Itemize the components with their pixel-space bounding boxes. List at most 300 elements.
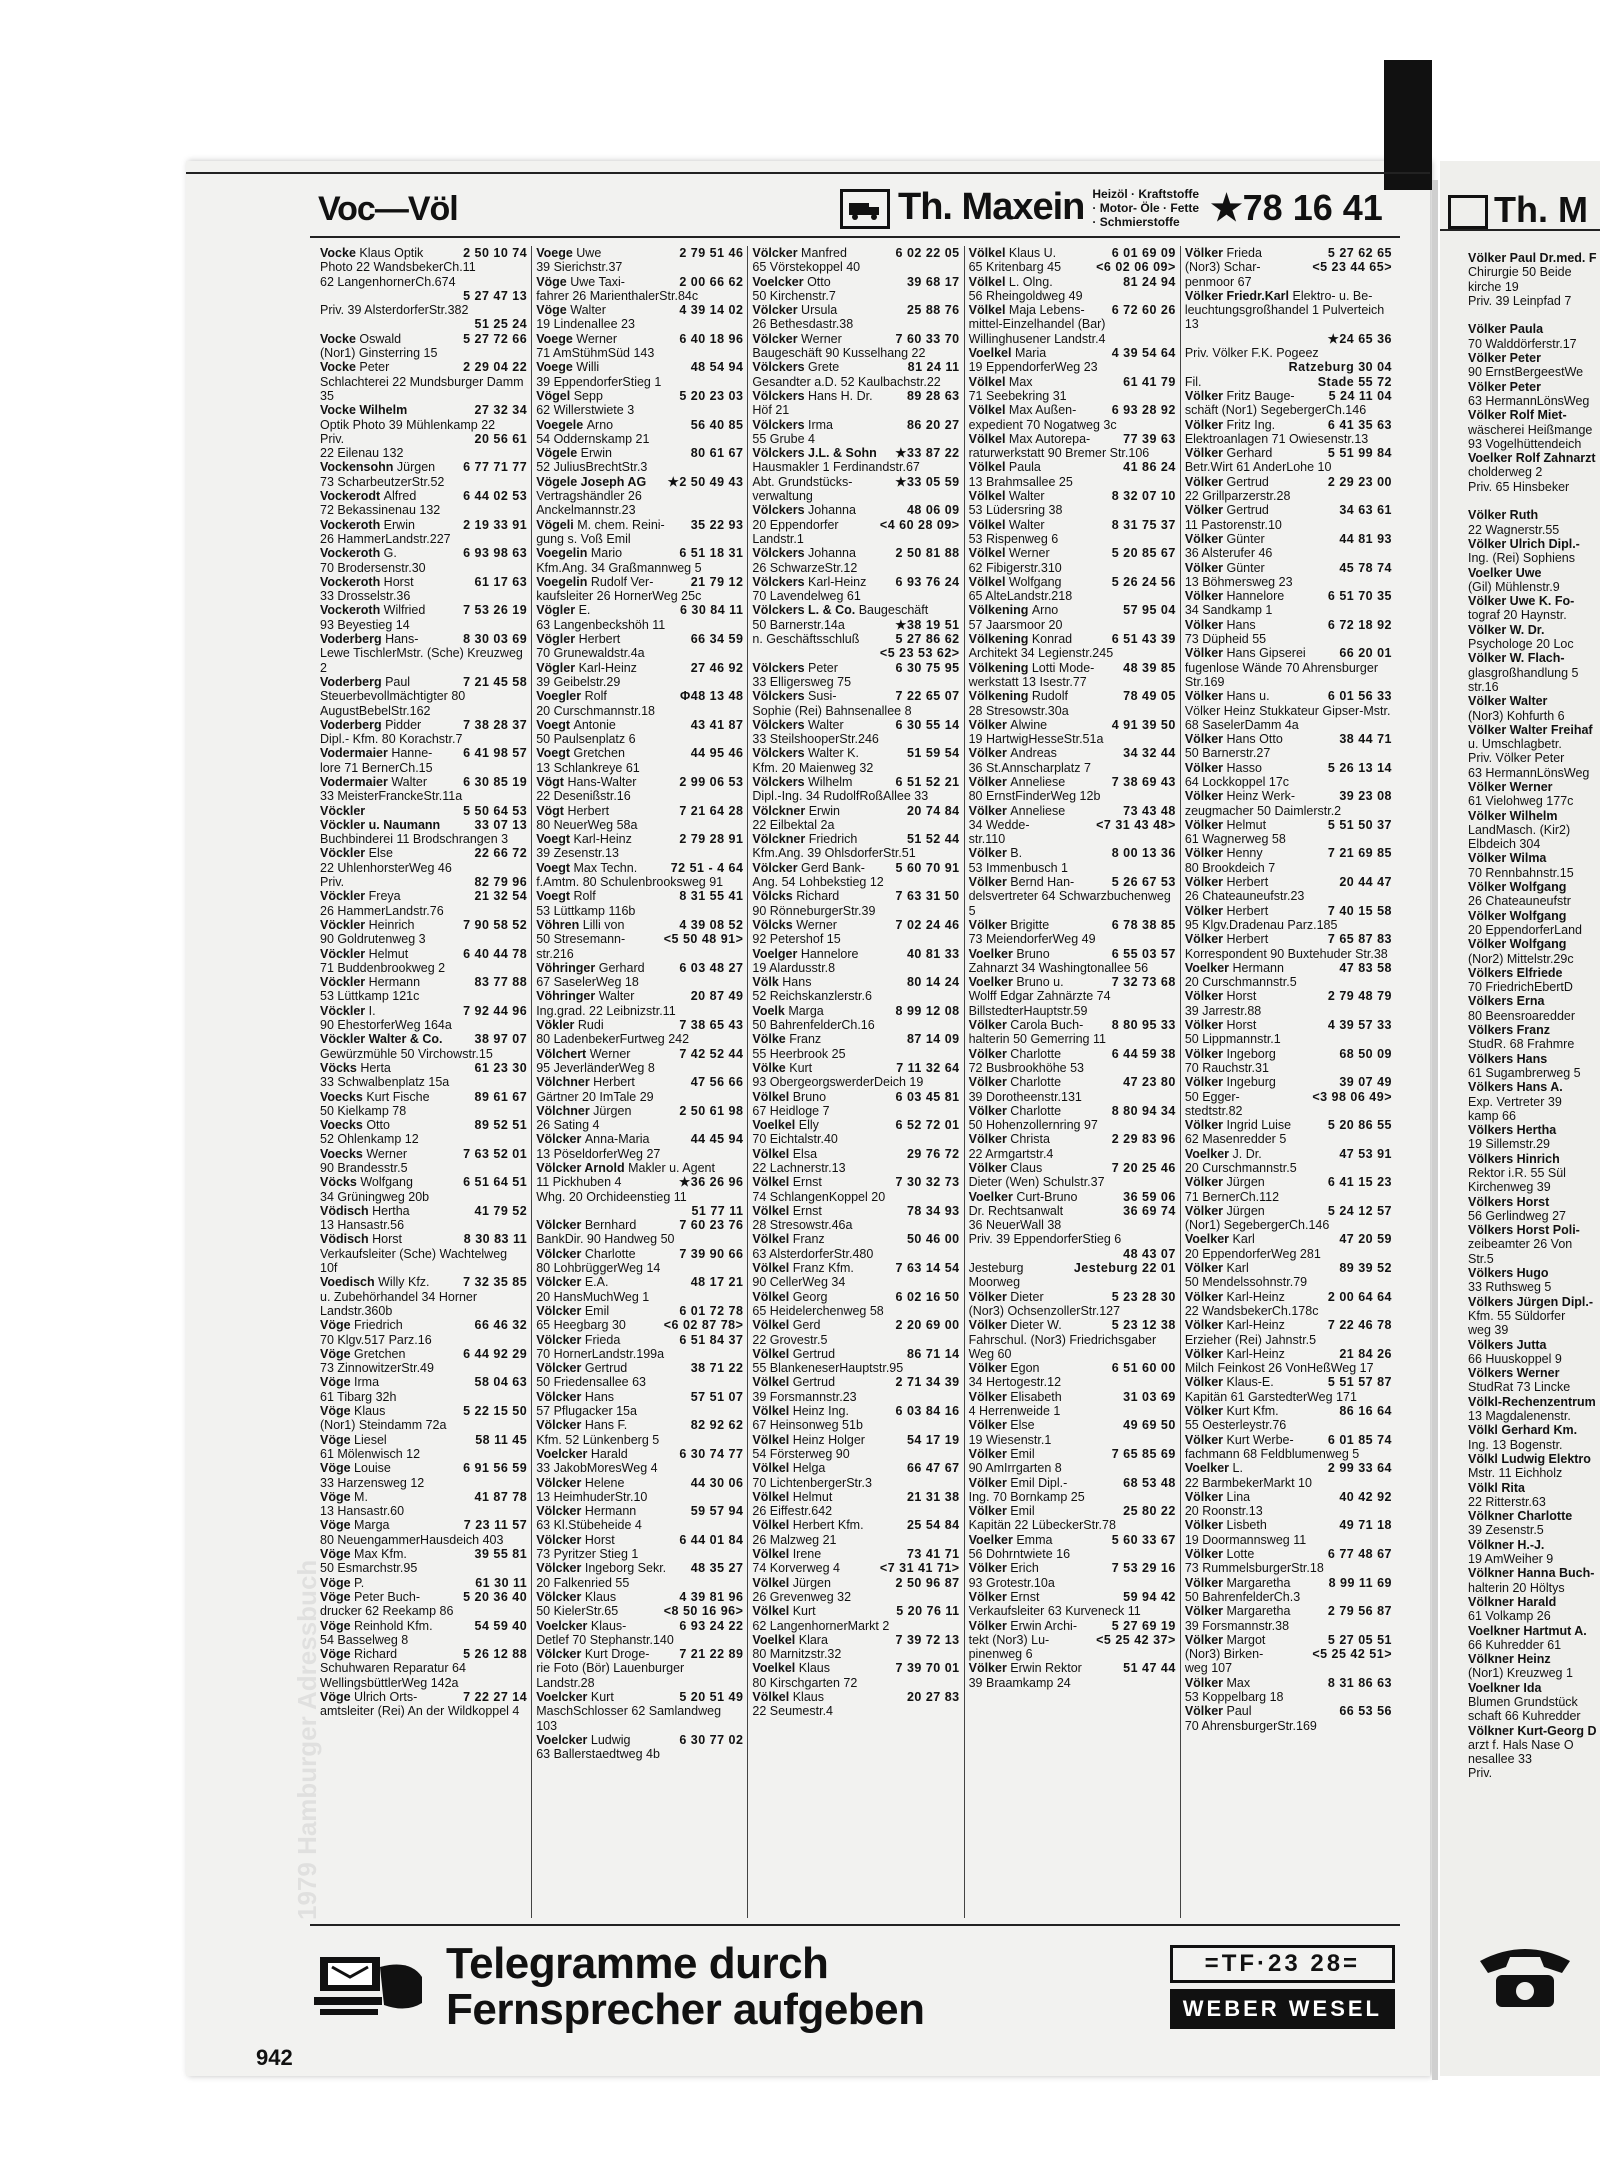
entry-detail: Alwine xyxy=(1010,717,1048,732)
entry-surname: Völker xyxy=(1184,760,1227,775)
entry-name-group xyxy=(969,346,1047,360)
directory-entry xyxy=(969,975,1176,989)
directory-entry xyxy=(752,1204,959,1218)
entry-detail: Abt. Grundstücks- xyxy=(752,474,853,489)
entry-address: fugenlose Wände 70 Ahrensburger Str.169 xyxy=(1184,660,1379,689)
entry-name-group xyxy=(969,718,1048,732)
entry-detail: Horst xyxy=(584,1532,615,1547)
directory-entry xyxy=(969,518,1176,532)
entry-phone: 21 84 26 xyxy=(1339,1346,1393,1361)
directory-entry xyxy=(536,389,743,403)
entry-address: 22 Grillparzerstr.28 xyxy=(1184,489,1291,504)
entry-address: 22 Seumestr.4 xyxy=(752,1704,834,1719)
directory-entry xyxy=(1185,1633,1392,1647)
entry-surname: Völkel xyxy=(752,1518,793,1533)
entry-name-group xyxy=(1185,1232,1255,1246)
entry-detail: Gerd Bank- xyxy=(801,860,865,875)
directory-entry xyxy=(1185,1647,1392,1661)
entry-surname: Vöckler Walter & Co. xyxy=(320,1032,443,1047)
entry-phone: 45 78 74 xyxy=(1339,560,1393,575)
entry-surname: Voegt xyxy=(536,860,574,875)
directory-entry xyxy=(752,1175,959,1189)
entry-name-group xyxy=(969,1104,1061,1118)
entry-detail: Max Techn. xyxy=(573,860,638,875)
entry-address: 61 Wagnerweg 58 xyxy=(1184,832,1286,847)
entry-surname: Voelcker xyxy=(536,1618,591,1633)
directory-column-5 xyxy=(1180,246,1396,1918)
entry-name-group xyxy=(752,503,856,517)
entry-address: Dieter (Wen) Schulstr.37 xyxy=(968,1175,1105,1190)
directory-entry xyxy=(752,1118,959,1132)
entry-name-group xyxy=(969,1633,1050,1647)
entry-detail: Max Autorepa- xyxy=(1008,431,1091,446)
entry-address: 22 WandsbekerCh.178c xyxy=(1184,1303,1319,1318)
entry-phone: 6 93 98 63 xyxy=(463,546,528,561)
entry-surname: Vögt xyxy=(536,803,568,818)
entry-name-group xyxy=(752,1661,830,1675)
entry-phone: 7 60 33 70 xyxy=(895,331,960,346)
directory-entry xyxy=(752,689,959,703)
entry-address: 93 ObergeorgswerderDeich 19 xyxy=(752,1075,924,1090)
entry-name-group xyxy=(969,375,1033,389)
directory-entry xyxy=(969,432,1176,446)
entry-detail: Bernd Han- xyxy=(1010,875,1075,890)
entry-name-group xyxy=(320,1032,443,1046)
directory-entry xyxy=(969,1476,1176,1490)
entry-detail: Paul xyxy=(1226,1704,1252,1719)
entry-detail: Brigitte xyxy=(1010,917,1050,932)
directory-entry xyxy=(752,1232,959,1246)
entry-name-group xyxy=(752,947,858,961)
entry-detail: Carola Buch- xyxy=(1010,1018,1084,1033)
entry-detail: Paul xyxy=(385,674,411,689)
entry-address: 39 Forsmannstr.23 xyxy=(752,1389,857,1404)
entry-phone: 5 26 24 56 xyxy=(1111,574,1176,589)
entry-name-group xyxy=(969,661,1095,675)
entry-detail: Peter xyxy=(359,360,390,375)
entry-address: 26 Eiffestr.642 xyxy=(752,1504,833,1519)
entry-address: 67 Heinsonweg 51b xyxy=(752,1418,863,1433)
entry-phone: 89 52 51 xyxy=(474,1118,528,1133)
entry-surname: Vöhringer xyxy=(536,960,599,975)
entry-phone: 5 20 23 03 xyxy=(679,388,744,403)
entry-name-group xyxy=(752,360,839,374)
entry-detail: Karl-Heinz xyxy=(808,574,867,589)
entry-address: 95 JeverländerWeg 8 xyxy=(536,1060,655,1075)
entry-surname: Völker xyxy=(1184,1489,1227,1504)
entry-surname: Voderberg xyxy=(320,632,386,647)
entry-address: Gewürzmühle 50 Virchowstr.15 xyxy=(320,1046,493,1061)
entry-detail: Werner xyxy=(801,331,842,346)
entry-surname: Völcker xyxy=(536,1418,585,1433)
entry-name-group xyxy=(969,1190,1078,1204)
directory-entry xyxy=(536,632,743,646)
entry-surname: Völchert xyxy=(536,1046,590,1061)
directory-entry xyxy=(320,818,527,832)
entry-detail: Wolfgang xyxy=(360,1175,413,1190)
telex-brand: WEBER WESEL xyxy=(1170,1989,1395,2029)
directory-entry xyxy=(1185,818,1392,832)
entry-phone: 6 51 52 21 xyxy=(895,774,960,789)
entry-address: delsvertreter 64 Schwarzbuchenweg 5 xyxy=(968,889,1171,918)
directory-entry xyxy=(752,861,959,875)
entry-address: 67 Heidloge 7 xyxy=(752,1103,830,1118)
directory-entry xyxy=(752,775,959,789)
entry-detail: Konrad xyxy=(1031,632,1073,647)
adjacent-line: 39 Zesenstr.5 xyxy=(1468,1523,1544,1538)
entry-surname: Voelger xyxy=(752,946,801,961)
entry-detail: Walter xyxy=(391,774,427,789)
entry-name-group xyxy=(752,661,837,675)
adjacent-header-text: Th. M xyxy=(1494,189,1588,230)
entry-address: MaschSchlosser 62 Samlandweg 103 xyxy=(536,1704,722,1733)
directory-entry xyxy=(752,661,959,675)
entry-phone: 57 95 04 xyxy=(1123,603,1176,618)
entry-surname: Völker xyxy=(1184,560,1227,575)
adjacent-line: Völker Wolfgang xyxy=(1468,937,1567,952)
entry-address: 19 EppendorferWeg 23 xyxy=(968,360,1098,375)
entry-detail: Hermann xyxy=(368,975,421,990)
entry-phone: 35 22 93 xyxy=(690,517,744,532)
entry-name-group xyxy=(320,546,397,560)
entry-name-group xyxy=(752,575,866,589)
entry-phone: 39 23 08 xyxy=(1339,789,1393,804)
entry-detail: Bernhard xyxy=(584,1218,637,1233)
entry-address: 26 Sating 4 xyxy=(536,1118,600,1133)
entry-phone: 7 32 73 68 xyxy=(1111,975,1176,990)
entry-name-group xyxy=(536,1690,614,1704)
adjacent-line: 19 AmWeiher 9 xyxy=(1468,1552,1554,1567)
entry-name-group xyxy=(536,1075,635,1089)
entry-surname: Völcker xyxy=(536,1589,585,1604)
entry-surname: Völker xyxy=(1184,789,1227,804)
entry-phone: 47 23 80 xyxy=(1123,1075,1176,1090)
entry-name-group xyxy=(969,1533,1053,1547)
adjacent-line: Völkers Horst xyxy=(1468,1194,1550,1209)
entry-detail: Herbert xyxy=(1226,932,1269,947)
directory-column-4 xyxy=(964,246,1180,1918)
entry-detail: Herbert xyxy=(593,1075,635,1090)
entry-phone: 87 14 09 xyxy=(906,1032,960,1047)
entry-surname: Voelker xyxy=(968,1532,1017,1547)
entry-surname: Völker xyxy=(968,1561,1011,1576)
entry-surname: Völker xyxy=(1184,1175,1227,1190)
directory-entry xyxy=(320,632,527,646)
adjacent-line: str.16 xyxy=(1468,679,1499,694)
entry-detail: Christa xyxy=(1010,1132,1050,1147)
entry-phone: 2 00 66 62 xyxy=(679,274,744,289)
entry-phone: <8 50 16 96> xyxy=(663,1604,744,1619)
entry-surname: Völker xyxy=(968,875,1011,890)
entry-detail: Horst xyxy=(372,1232,402,1247)
entry-detail: Helmut xyxy=(368,946,409,961)
entry-surname: Völckner xyxy=(752,832,809,847)
entry-name-group xyxy=(320,460,435,474)
entry-name-group xyxy=(536,1619,626,1633)
entry-address: gung s. Voß Emil xyxy=(536,531,631,546)
directory-entry xyxy=(752,418,959,432)
entry-detail: Hans u. xyxy=(1226,689,1270,704)
entry-surname: Völcker xyxy=(536,1389,585,1404)
page-gutter xyxy=(1432,180,1438,2080)
directory-entry xyxy=(536,932,743,946)
entry-surname: Voderberg xyxy=(320,717,386,732)
entry-surname: Völckers xyxy=(752,774,808,789)
directory-entry xyxy=(1185,246,1392,260)
entry-surname: Völker xyxy=(1184,875,1227,890)
directory-entry xyxy=(320,918,527,932)
entry-phone: 68 50 09 xyxy=(1339,1046,1393,1061)
entry-detail: Erwin xyxy=(383,517,415,532)
entry-name-group xyxy=(1185,375,1202,389)
directory-entry xyxy=(969,575,1176,589)
entry-name-group xyxy=(752,518,838,532)
entry-surname: Völckers xyxy=(752,503,808,518)
entry-phone: 6 72 18 92 xyxy=(1327,617,1393,632)
entry-phone: 81 24 11 xyxy=(907,360,960,375)
entry-address: 39 Dorotheenstr.131 xyxy=(968,1089,1082,1104)
entry-address: Zahnarzt 34 Washingtonallee 56 xyxy=(968,960,1149,975)
entry-detail: Liesel xyxy=(354,1432,387,1447)
entry-detail: Hans xyxy=(1226,617,1256,632)
entry-address: Elektroanlagen 71 Owiesenstr.13 xyxy=(1184,431,1369,446)
directory-entry xyxy=(320,246,527,260)
directory-entry xyxy=(536,1447,743,1461)
entry-name-group xyxy=(1185,1375,1274,1389)
entry-detail: Elektro- u. Be- xyxy=(1292,288,1373,303)
adjacent-line: 63 HermannLönsWeg xyxy=(1468,393,1590,408)
entry-name-group xyxy=(320,804,365,818)
entry-detail: Walter xyxy=(808,717,844,732)
entry-phone: 33 07 13 xyxy=(474,817,528,832)
entry-detail: Karl xyxy=(1232,1232,1255,1247)
entry-detail: Priv. 39 EppendorferStieg 6 xyxy=(968,1232,1122,1247)
entry-detail: Rolf xyxy=(573,889,596,904)
entry-phone: 89 28 63 xyxy=(906,388,960,403)
entry-phone: 6 77 48 67 xyxy=(1327,1547,1393,1562)
entry-surname: Völker xyxy=(1184,246,1227,260)
entry-phone: <7 31 43 48> xyxy=(1096,817,1176,832)
entry-phone: 7 38 28 37 xyxy=(463,717,528,732)
entry-phone: 36 69 74 xyxy=(1123,1203,1176,1218)
entry-phone: 4 91 39 50 xyxy=(1111,717,1176,732)
entry-detail: Louise xyxy=(354,1461,391,1476)
adjacent-line xyxy=(1468,308,1600,322)
entry-phone: 6 44 59 38 xyxy=(1111,1046,1176,1061)
entry-name-group xyxy=(969,746,1057,760)
entry-address: 53 Immenbusch 1 xyxy=(968,860,1068,875)
entry-surname: Vöge xyxy=(320,1518,355,1533)
entry-detail: Anneliese xyxy=(1010,774,1066,789)
entry-surname: Völkel xyxy=(752,1375,793,1390)
directory-entry xyxy=(752,1561,959,1575)
entry-surname: Voelcker xyxy=(536,1732,591,1747)
entry-surname: Voelcker xyxy=(752,274,808,289)
entry-phone: 61 23 30 xyxy=(474,1060,528,1075)
entry-detail: Egon xyxy=(1010,1361,1040,1376)
entry-detail: Erich xyxy=(1010,1561,1039,1576)
entry-surname: Völker xyxy=(1184,1075,1227,1090)
directory-entry xyxy=(536,804,743,818)
adjacent-line: wäscherei Heißmange xyxy=(1468,422,1593,437)
entry-name-group xyxy=(1185,932,1268,946)
entry-phone: 7 53 26 19 xyxy=(463,603,528,618)
entry-phone: 5 20 85 67 xyxy=(1111,546,1176,561)
adjacent-line: 93 Vogelhüttendeich xyxy=(1468,436,1582,451)
entry-address: 22 Lachnerstr.13 xyxy=(752,1161,846,1175)
entry-phone: 51 52 44 xyxy=(906,832,960,847)
directory-entry xyxy=(969,661,1176,675)
adjacent-header xyxy=(1448,189,1588,231)
entry-detail: Karl-Heinz xyxy=(1226,1346,1285,1361)
entry-name-group xyxy=(969,603,1059,617)
entry-name-group xyxy=(1185,818,1266,832)
entry-detail: L. Olng. xyxy=(1008,274,1053,289)
directory-entry xyxy=(1185,375,1392,389)
entry-address: 13 HeimhuderStr.10 xyxy=(536,1489,648,1504)
entry-detail: Karl-Heinz xyxy=(578,660,637,675)
entry-phone: 38 97 07 xyxy=(474,1032,528,1047)
directory-entry xyxy=(320,575,527,589)
entry-detail: Uwe xyxy=(576,246,602,260)
entry-address: 26 Malzweg 21 xyxy=(752,1532,837,1547)
directory-entry xyxy=(536,1075,743,1089)
entry-surname: Völker xyxy=(1184,1632,1227,1647)
entry-phone: 82 79 96 xyxy=(474,875,528,890)
adjacent-line: Völker Wilma xyxy=(1468,851,1547,866)
directory-entry xyxy=(969,875,1176,889)
entry-surname: Voelker xyxy=(1184,1146,1233,1161)
entry-name-group xyxy=(752,1032,821,1046)
entry-surname: Völcker xyxy=(536,1246,585,1261)
entry-name-group xyxy=(536,1733,630,1747)
entry-address: Photo 22 WandsbekerCh.11 xyxy=(320,260,476,275)
entry-surname: Vockensohn xyxy=(320,460,397,475)
entry-address: Erzieher (Rei) Jahnstr.5 xyxy=(1184,1332,1317,1347)
directory-entry xyxy=(320,1518,527,1532)
adjacent-line: Völkers Franz xyxy=(1468,1023,1550,1038)
entry-address: 65 AlteLandstr.218 xyxy=(968,589,1073,604)
directory-entry xyxy=(320,1647,527,1661)
entry-address: 53 Lüttkamp 116b xyxy=(536,903,636,918)
entry-detail: Richard xyxy=(796,889,840,904)
directory-entry xyxy=(752,1518,959,1532)
entry-phone: 20 56 61 xyxy=(474,431,528,446)
entry-address: 11 Pastorenstr.10 xyxy=(1184,517,1282,532)
entry-phone: 82 92 62 xyxy=(690,1418,744,1433)
directory-entry xyxy=(969,1390,1176,1404)
entry-detail: Kurt xyxy=(590,1689,614,1704)
adjacent-line: 13 Magdalenenstr. xyxy=(1468,1409,1571,1424)
directory-entry xyxy=(1185,1232,1392,1246)
entry-phone: <6 02 87 78> xyxy=(663,1318,744,1333)
entry-name-group xyxy=(752,475,852,489)
entry-name-group xyxy=(536,718,616,732)
entry-detail: Peter xyxy=(808,660,838,675)
entry-phone: 2 99 33 64 xyxy=(1327,1461,1393,1476)
entry-detail: Irma xyxy=(808,417,833,432)
directory-entry xyxy=(1185,1204,1392,1218)
entry-name-group xyxy=(752,1290,827,1304)
entry-phone: 86 20 27 xyxy=(906,417,960,432)
entry-surname: Völcks xyxy=(752,889,797,904)
entry-name-group xyxy=(536,1104,631,1118)
entry-phone: 47 83 58 xyxy=(1339,960,1393,975)
entry-phone: 48 35 27 xyxy=(690,1561,744,1576)
directory-entry xyxy=(320,889,527,903)
entry-phone: 6 03 45 81 xyxy=(895,1089,960,1104)
entry-address: 65 Vörstekoppel 40 xyxy=(752,260,861,275)
entry-surname: Vocke xyxy=(320,360,360,375)
entry-surname: Völkel xyxy=(968,460,1009,475)
directory-entry xyxy=(536,775,743,789)
entry-name-group xyxy=(536,932,625,946)
entry-detail: (Nor3) Schar- xyxy=(1184,260,1261,275)
directory-entry xyxy=(320,1204,527,1218)
entry-detail: Georg xyxy=(792,1289,828,1304)
entry-detail: Peter Buch- xyxy=(354,1589,421,1604)
entry-name-group xyxy=(752,1547,821,1561)
entry-address: 93 Grotestr.10a xyxy=(968,1575,1055,1590)
entry-address: 33 Harzensweg 12 xyxy=(320,1475,425,1490)
entry-address: expedient 70 Nogatweg 3c xyxy=(968,417,1117,432)
entry-name-group xyxy=(1185,1461,1243,1475)
entry-address: raturwerkstatt 90 Bremer Str.106 xyxy=(968,446,1150,461)
entry-address: drucker 62 Reekamp 86 xyxy=(320,1604,454,1619)
entry-detail: Jürgen xyxy=(593,1103,632,1118)
entry-detail: Arno xyxy=(586,417,614,432)
entry-address: 80 Marnitzstr.32 xyxy=(752,1647,842,1662)
entry-detail: Maja Lebens- xyxy=(1008,303,1085,318)
entry-name-group xyxy=(536,889,596,903)
adjacent-line: 56 Gerlindweg 27 xyxy=(1468,1208,1566,1223)
adjacent-line: Rektor i.R. 55 Sül xyxy=(1468,1166,1566,1180)
entry-detail: Johanna xyxy=(808,546,856,561)
entry-surname: Völchner xyxy=(536,1103,594,1118)
entry-surname: Vockerodt xyxy=(320,489,384,504)
entry-name-group xyxy=(320,1004,376,1018)
entry-name-group xyxy=(752,446,876,460)
entry-address: 50 Kirchenstr.7 xyxy=(752,288,836,303)
directory-entry xyxy=(752,332,959,346)
entry-phone: 66 20 01 xyxy=(1339,646,1393,661)
entry-detail: 11 Pickhuben 4 xyxy=(536,1175,622,1190)
entry-surname: Voelker xyxy=(968,1189,1017,1204)
entry-address: (Nor1) Ginsterring 15 xyxy=(320,346,438,361)
adjacent-line: Völker Peter xyxy=(1468,379,1541,394)
entry-address: Steuerbevollmächtigter 80 AugustBebelStr.162 xyxy=(320,689,466,718)
entry-surname: Vöckler u. Naumann xyxy=(320,817,441,832)
entry-address: 26 Bethesdastr.38 xyxy=(752,317,854,332)
entry-name-group xyxy=(1185,732,1283,746)
entry-address: 50 Lippmannstr.1 xyxy=(1184,1032,1281,1047)
entry-phone: 39 55 81 xyxy=(474,1547,528,1562)
entry-surname: Völkel xyxy=(752,1575,793,1590)
entry-address: Verkaufsleiter 63 Kurveneck 11 xyxy=(968,1604,1141,1619)
entry-detail: Klaus-E. xyxy=(1226,1375,1274,1390)
directory-entry xyxy=(1185,1290,1392,1304)
entry-surname: Völkel xyxy=(968,374,1009,389)
entry-surname: Vockeroth xyxy=(320,546,384,561)
adjacent-line: Völker Paula xyxy=(1468,322,1544,337)
directory-entry xyxy=(320,975,527,989)
entry-address: 20 Curschmannstr.5 xyxy=(1184,1161,1297,1175)
entry-detail: P. xyxy=(354,1575,365,1590)
adjacent-line: 61 Volkamp 26 xyxy=(1468,1609,1551,1624)
entry-address: 62 Masenredder 5 xyxy=(1184,1132,1287,1147)
entry-detail: Ludwig xyxy=(590,1732,631,1747)
entry-detail: Jesteburg xyxy=(968,1261,1024,1276)
